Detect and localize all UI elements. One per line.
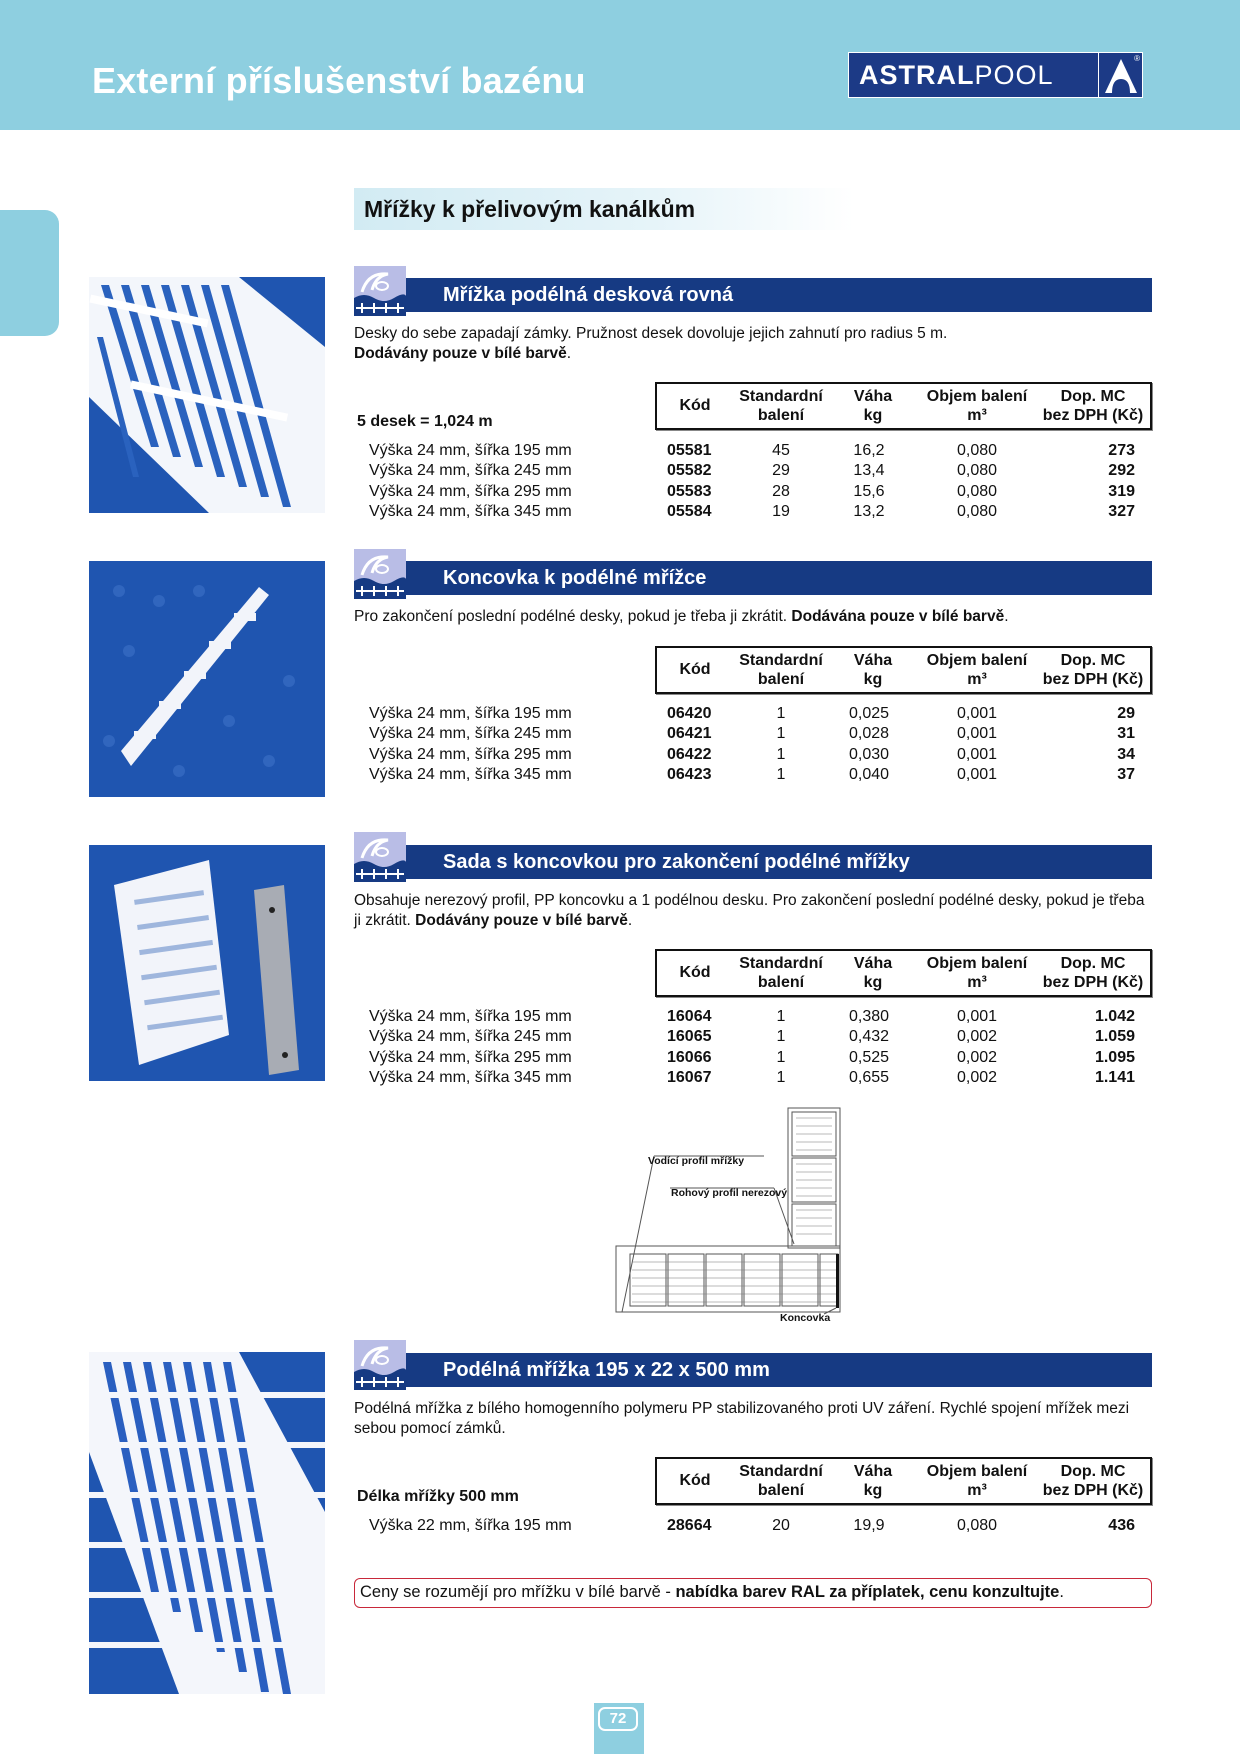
row-price: 1.095	[1094, 1048, 1135, 1066]
row-std: 1	[776, 765, 786, 783]
th-dop-1: Dop. MC	[1060, 1463, 1126, 1480]
swimmer-icon	[354, 832, 406, 882]
product-header-3: Sada s koncovkou pro zakončení podélné mřížky	[406, 845, 1152, 879]
row-name: Výška 24 mm, šířka 245 mm	[369, 1028, 572, 1046]
desc-end: .	[1004, 608, 1009, 625]
diagram-label-guide: Vodící profil mřížky	[648, 1155, 745, 1167]
swimmer-icon	[354, 266, 406, 316]
row-name: Výška 24 mm, šířka 295 mm	[369, 1048, 572, 1066]
row-kod: 28664	[667, 1517, 712, 1534]
table-header	[655, 646, 1152, 694]
registered-mark: ®	[1134, 54, 1140, 63]
row-price: 273	[1108, 442, 1135, 459]
table-row	[369, 461, 1159, 481]
th-std-1: Standardní	[739, 388, 823, 405]
row-vaha: 0,655	[848, 1068, 890, 1086]
row-name: Výška 24 mm, šířka 345 mm	[369, 765, 572, 783]
th-std-1: Standardní	[739, 652, 823, 669]
table-row	[369, 704, 1159, 724]
product-desc-3	[354, 891, 1154, 931]
row-obj: 0,002	[956, 1068, 998, 1086]
swimmer-icon	[354, 1340, 406, 1390]
table-row	[369, 1007, 1159, 1027]
th-vaha-1: Váha	[853, 955, 893, 972]
table-row	[369, 724, 1159, 744]
th-vaha-2: kg	[863, 1482, 883, 1499]
desc-end: .	[627, 912, 633, 929]
th-obj	[907, 387, 1047, 425]
th-obj-2: m³	[967, 671, 987, 688]
row-name: Výška 24 mm, šířka 195 mm	[369, 1008, 572, 1025]
row-std: 1	[776, 1008, 786, 1025]
th-obj-1: Objem balení	[926, 1463, 1028, 1480]
product-header-4: Podélná mřížka 195 x 22 x 500 mm	[406, 1353, 1152, 1387]
row-vaha: 13,2	[853, 502, 885, 520]
row-vaha: 0,030	[848, 745, 890, 763]
product-header-1: Mřížka podélná desková rovná	[406, 278, 1152, 312]
th-obj-2: m³	[967, 1482, 987, 1499]
row-vaha: 16,2	[853, 442, 885, 459]
th-dop-1: Dop. MC	[1060, 388, 1126, 405]
row-price: 292	[1108, 462, 1135, 480]
th-std-1: Standardní	[739, 955, 823, 972]
row-std: 28	[772, 482, 790, 500]
th-vaha-2: kg	[863, 974, 883, 991]
row-obj: 0,080	[956, 502, 998, 520]
table-row	[369, 1068, 1159, 1088]
th-dop-1: Dop. MC	[1060, 955, 1126, 972]
installation-diagram	[614, 1106, 854, 1326]
astralpool-logo	[848, 52, 1143, 98]
row-kod: 16064	[667, 1008, 712, 1025]
row-vaha: 0,025	[848, 705, 890, 722]
row-kod: 05582	[667, 462, 712, 480]
row-kod: 05583	[667, 482, 712, 500]
row-price: 29	[1117, 705, 1135, 722]
row-obj: 0,080	[956, 1517, 998, 1534]
table-row	[369, 1027, 1159, 1047]
row-name: Výška 24 mm, šířka 245 mm	[369, 462, 572, 480]
row-vaha: 0,525	[848, 1048, 890, 1066]
logo-triangle-icon	[1098, 53, 1142, 97]
row-name: Výška 24 mm, šířka 195 mm	[369, 705, 572, 722]
row-vaha: 0,380	[848, 1008, 890, 1025]
product-desc-4: Podélná mřížka z bílého homogenního polymeru PP stabilizovaného proti UV záření. Rychlé spojení mřížek mezi sebou pomocí zámků.	[354, 1400, 1130, 1437]
th-dop	[1029, 387, 1157, 425]
row-name: Výška 24 mm, šířka 195 mm	[369, 442, 572, 459]
table-row	[369, 441, 1159, 461]
th-kod: Kód	[679, 661, 711, 678]
row-obj: 0,001	[956, 745, 998, 763]
th-obj-1: Objem balení	[926, 388, 1028, 405]
th-dop-2: bez DPH (Kč)	[1042, 974, 1144, 991]
desc-end: .	[566, 345, 572, 362]
row-vaha: 0,028	[848, 725, 890, 743]
row-price: 1.042	[1094, 1008, 1135, 1025]
th-obj	[907, 1462, 1047, 1500]
th-dop-2: bez DPH (Kč)	[1042, 671, 1144, 688]
side-tab	[0, 210, 59, 336]
page-number-tab	[594, 1703, 644, 1754]
row-vaha: 0,432	[848, 1028, 890, 1046]
row-obj: 0,080	[956, 462, 998, 480]
row-name: Výška 24 mm, šířka 245 mm	[369, 725, 572, 743]
desc-bold: Dodávány pouze v bílé barvě	[415, 912, 628, 929]
table-row	[369, 745, 1159, 765]
row-kod: 06422	[667, 745, 712, 763]
row-name: Výška 22 mm, šířka 195 mm	[369, 1517, 572, 1534]
th-dop	[1029, 954, 1157, 992]
product-desc-1	[354, 324, 1154, 364]
table-row	[369, 482, 1159, 502]
th-vaha-2: kg	[863, 407, 883, 424]
row-vaha: 0,040	[848, 765, 890, 783]
th-obj-1: Objem balení	[926, 652, 1028, 669]
group-label: 5 desek = 1,024 m	[357, 413, 493, 430]
row-kod: 16065	[667, 1028, 712, 1046]
row-std: 1	[776, 1028, 786, 1046]
product-image-end-cap	[89, 561, 325, 797]
row-std: 1	[776, 1068, 786, 1086]
row-price: 319	[1108, 482, 1135, 500]
row-kod: 06423	[667, 765, 712, 783]
row-obj: 0,001	[956, 765, 998, 783]
price-note	[354, 1578, 1152, 1608]
row-kod: 06421	[667, 725, 712, 743]
row-std: 1	[776, 705, 786, 722]
th-obj	[907, 954, 1047, 992]
row-obj: 0,080	[956, 482, 998, 500]
row-kod: 05584	[667, 502, 712, 520]
row-kod: 05581	[667, 442, 712, 459]
th-vaha-1: Váha	[853, 652, 893, 669]
th-dop-2: bez DPH (Kč)	[1042, 1482, 1144, 1499]
th-std	[721, 651, 841, 689]
row-std: 1	[776, 1048, 786, 1066]
th-std	[721, 954, 841, 992]
desc-text: Obsahuje nerezový profil, PP koncovku a 1 podélnou desku. Pro zakončení poslední podélné desky, pokud je třeba ji zkrátit.	[354, 892, 1145, 929]
desc-text: Desky do sebe zapadají zámky. Pružnost desek dovoluje jejich zahnutí pro radius 5 m.	[354, 325, 948, 342]
th-obj-2: m³	[967, 407, 987, 424]
table-row	[369, 1048, 1159, 1068]
row-price: 37	[1117, 765, 1135, 783]
swimmer-icon	[354, 549, 406, 599]
th-std	[721, 387, 841, 425]
page-number: 72	[598, 1707, 638, 1731]
th-dop-1: Dop. MC	[1060, 652, 1126, 669]
th-vaha-1: Váha	[853, 388, 893, 405]
row-vaha: 13,4	[853, 462, 885, 480]
row-price: 327	[1108, 502, 1135, 520]
row-price: 34	[1117, 745, 1135, 763]
th-dop	[1029, 651, 1157, 689]
row-std: 1	[776, 745, 786, 763]
page-title: Externí příslušenství bazénu	[92, 60, 586, 101]
row-name: Výška 24 mm, šířka 345 mm	[369, 502, 572, 520]
row-name: Výška 24 mm, šířka 295 mm	[369, 745, 572, 763]
group-label: Délka mřížky 500 mm	[357, 1488, 519, 1505]
row-obj: 0,080	[956, 442, 998, 459]
th-std-2: balení	[757, 407, 805, 424]
th-obj-1: Objem balení	[926, 955, 1028, 972]
row-obj: 0,001	[956, 1008, 998, 1025]
row-obj: 0,002	[956, 1048, 998, 1066]
row-kod: 16067	[667, 1068, 712, 1086]
th-vaha	[833, 1462, 913, 1500]
diagram-label-end: Koncovka	[780, 1312, 831, 1324]
row-price: 436	[1108, 1517, 1135, 1534]
row-vaha: 15,6	[853, 482, 885, 500]
row-obj: 0,001	[956, 725, 998, 743]
row-name: Výška 24 mm, šířka 345 mm	[369, 1068, 572, 1086]
row-kod: 06420	[667, 705, 712, 722]
note-text: Ceny se rozumějí pro mřížku v bílé barvě -	[360, 1583, 676, 1601]
th-kod: Kód	[679, 964, 711, 981]
desc-text: Pro zakončení poslední podélné desky, pokud je třeba ji zkrátit.	[354, 608, 792, 625]
table-header	[655, 949, 1152, 997]
th-std	[721, 1462, 841, 1500]
th-dop-2: bez DPH (Kč)	[1042, 407, 1144, 424]
logo-text-light: POOL	[974, 59, 1054, 90]
product-header-2: Koncovka k podélné mřížce	[406, 561, 1152, 595]
th-std-2: balení	[757, 671, 805, 688]
th-vaha	[833, 651, 913, 689]
th-vaha-1: Váha	[853, 1463, 893, 1480]
desc-bold: Dodávána pouze v bílé barvě	[791, 608, 1005, 625]
table-header	[655, 382, 1152, 430]
note-bold: nabídka barev RAL za příplatek, cenu konzultujte	[675, 1583, 1060, 1601]
th-dop	[1029, 1462, 1157, 1500]
header-bar	[0, 0, 1240, 130]
th-kod: Kód	[679, 397, 711, 414]
row-obj: 0,002	[956, 1028, 998, 1046]
product-image-grate-slats	[89, 277, 325, 513]
row-vaha: 19,9	[853, 1517, 885, 1534]
row-price: 31	[1117, 725, 1135, 743]
diagram-label-corner: Rohový profil nerezový	[671, 1187, 788, 1199]
row-std: 20	[772, 1517, 790, 1534]
row-price: 1.141	[1094, 1068, 1135, 1086]
th-vaha-2: kg	[863, 671, 883, 688]
table-row	[369, 1516, 1159, 1536]
th-obj	[907, 651, 1047, 689]
row-std: 45	[772, 442, 790, 459]
row-std: 19	[772, 502, 790, 520]
desc-bold: Dodávány pouze v bílé barvě	[354, 345, 567, 362]
th-std-1: Standardní	[739, 1463, 823, 1480]
th-vaha	[833, 387, 913, 425]
logo-text-bold: ASTRAL	[859, 59, 975, 90]
note-end: .	[1059, 1583, 1064, 1601]
th-std-2: balení	[757, 1482, 805, 1499]
table-row	[369, 765, 1159, 785]
row-kod: 16066	[667, 1048, 712, 1066]
th-vaha	[833, 954, 913, 992]
product-desc-2	[354, 607, 1154, 627]
table-row	[369, 502, 1159, 522]
row-price: 1.059	[1094, 1028, 1135, 1046]
product-image-end-kit	[89, 845, 325, 1081]
row-std: 29	[772, 462, 790, 480]
product-image-long-grate	[89, 1352, 325, 1694]
th-obj-2: m³	[967, 974, 987, 991]
th-std-2: balení	[757, 974, 805, 991]
table-header	[655, 1457, 1152, 1505]
row-std: 1	[776, 725, 786, 743]
row-name: Výška 24 mm, šířka 295 mm	[369, 482, 572, 500]
row-obj: 0,001	[956, 705, 998, 722]
section-title: Mřížky k přelivovým kanálkům	[354, 188, 854, 230]
th-kod: Kód	[679, 1472, 711, 1489]
